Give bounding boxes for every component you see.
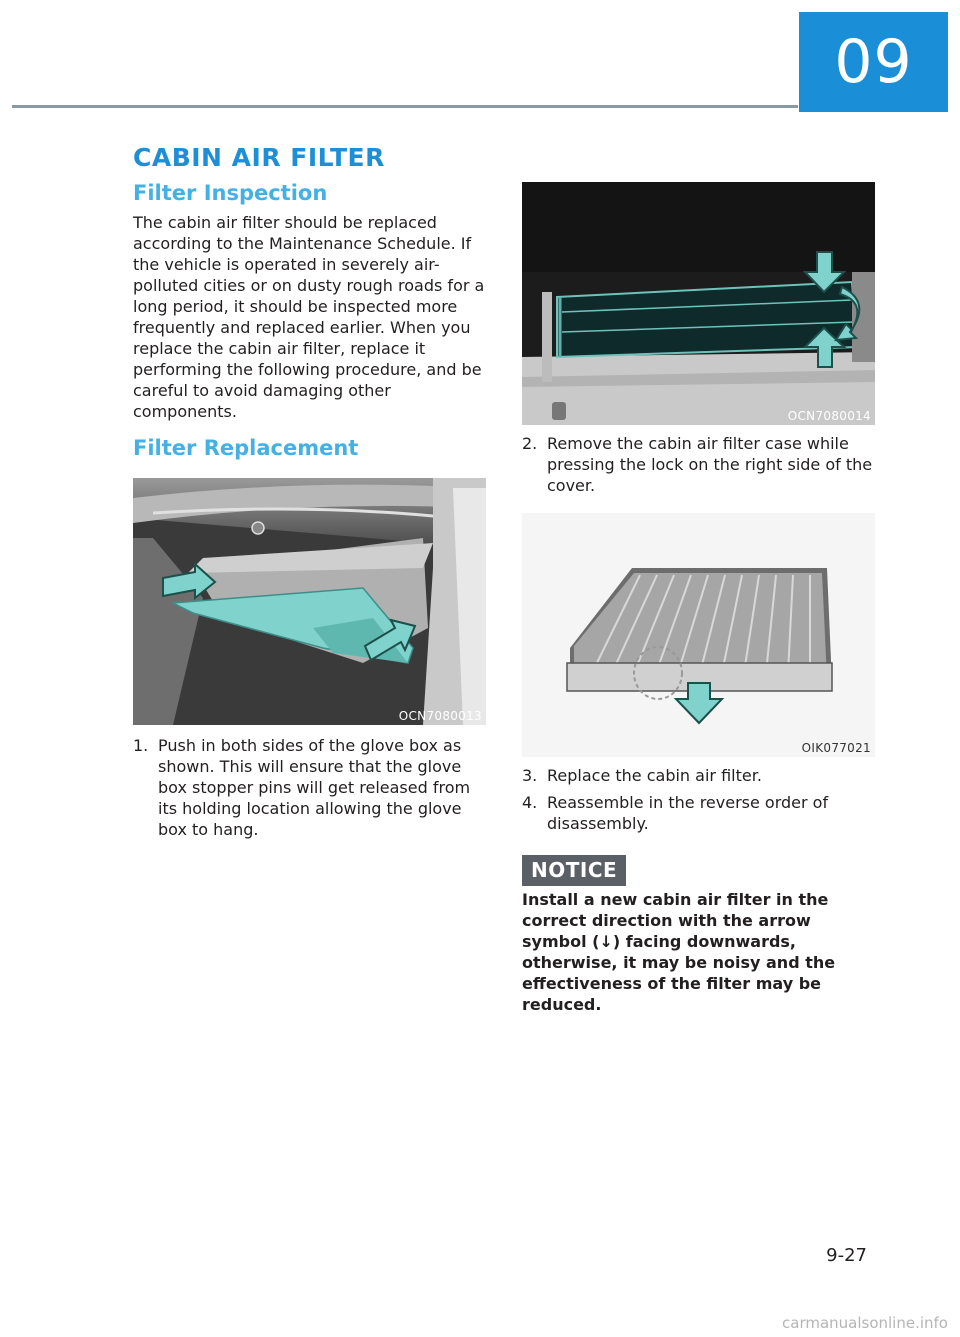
- filter-case-figure: [522, 182, 875, 425]
- filter-inspection-text: The cabin air filter should be replaced according to the Maintenance Schedule. If the vehicle is operated in severely air-polluted cities or on dusty rough roads for a long period, it should be inspected more frequently and replaced earlier. When you replace the cabin air filter, replace it performing the following procedure, and be careful to avoid damaging other components.: [133, 213, 485, 421]
- figure-code-filter-case: OCN7080014: [787, 409, 871, 423]
- section-title: CABIN AIR FILTER: [133, 143, 385, 172]
- watermark-link[interactable]: carmanualsonline.info: [782, 1314, 948, 1332]
- step-2: [522, 433, 892, 496]
- step-3-number: 3.: [522, 766, 538, 785]
- step-1-number: 1.: [133, 736, 149, 755]
- notice-text: Install a new cabin air filter in the correct direction with the arrow symbol (↓) facing downwards, otherwise, it may be noisy and the effectiveness of the filter may be reduced.: [522, 890, 836, 1014]
- step-4-number: 4.: [522, 793, 538, 812]
- glovebox-figure: [133, 478, 486, 725]
- filter-replacement-heading: Filter Replacement: [133, 436, 359, 460]
- figure-code-glovebox: OCN7080013: [398, 709, 482, 723]
- step-3: [522, 765, 892, 786]
- step-2-text: Remove the cabin air filter case while pressing the lock on the right side of the cover.: [547, 434, 873, 495]
- step-1-text: Push in both sides of the glove box as shown. This will ensure that the glove box stopper pins will get released from its holding location allowing the glove box to hang.: [158, 736, 471, 839]
- chapter-tab: 09: [799, 12, 948, 112]
- air-filter-figure: [522, 513, 875, 757]
- step-1: [133, 735, 488, 840]
- step-2-number: 2.: [522, 434, 538, 453]
- filter-inspection-heading: Filter Inspection: [133, 181, 328, 205]
- step-3-text: Replace the cabin air filter.: [547, 766, 762, 785]
- header-rule: [12, 105, 798, 108]
- page-number: 9-27: [826, 1245, 867, 1266]
- notice-label: NOTICE: [522, 855, 626, 886]
- step-4: [522, 792, 892, 834]
- figure-code-filter: OIK077021: [801, 741, 871, 755]
- step-4-text: Reassemble in the reverse order of disassembly.: [547, 793, 829, 833]
